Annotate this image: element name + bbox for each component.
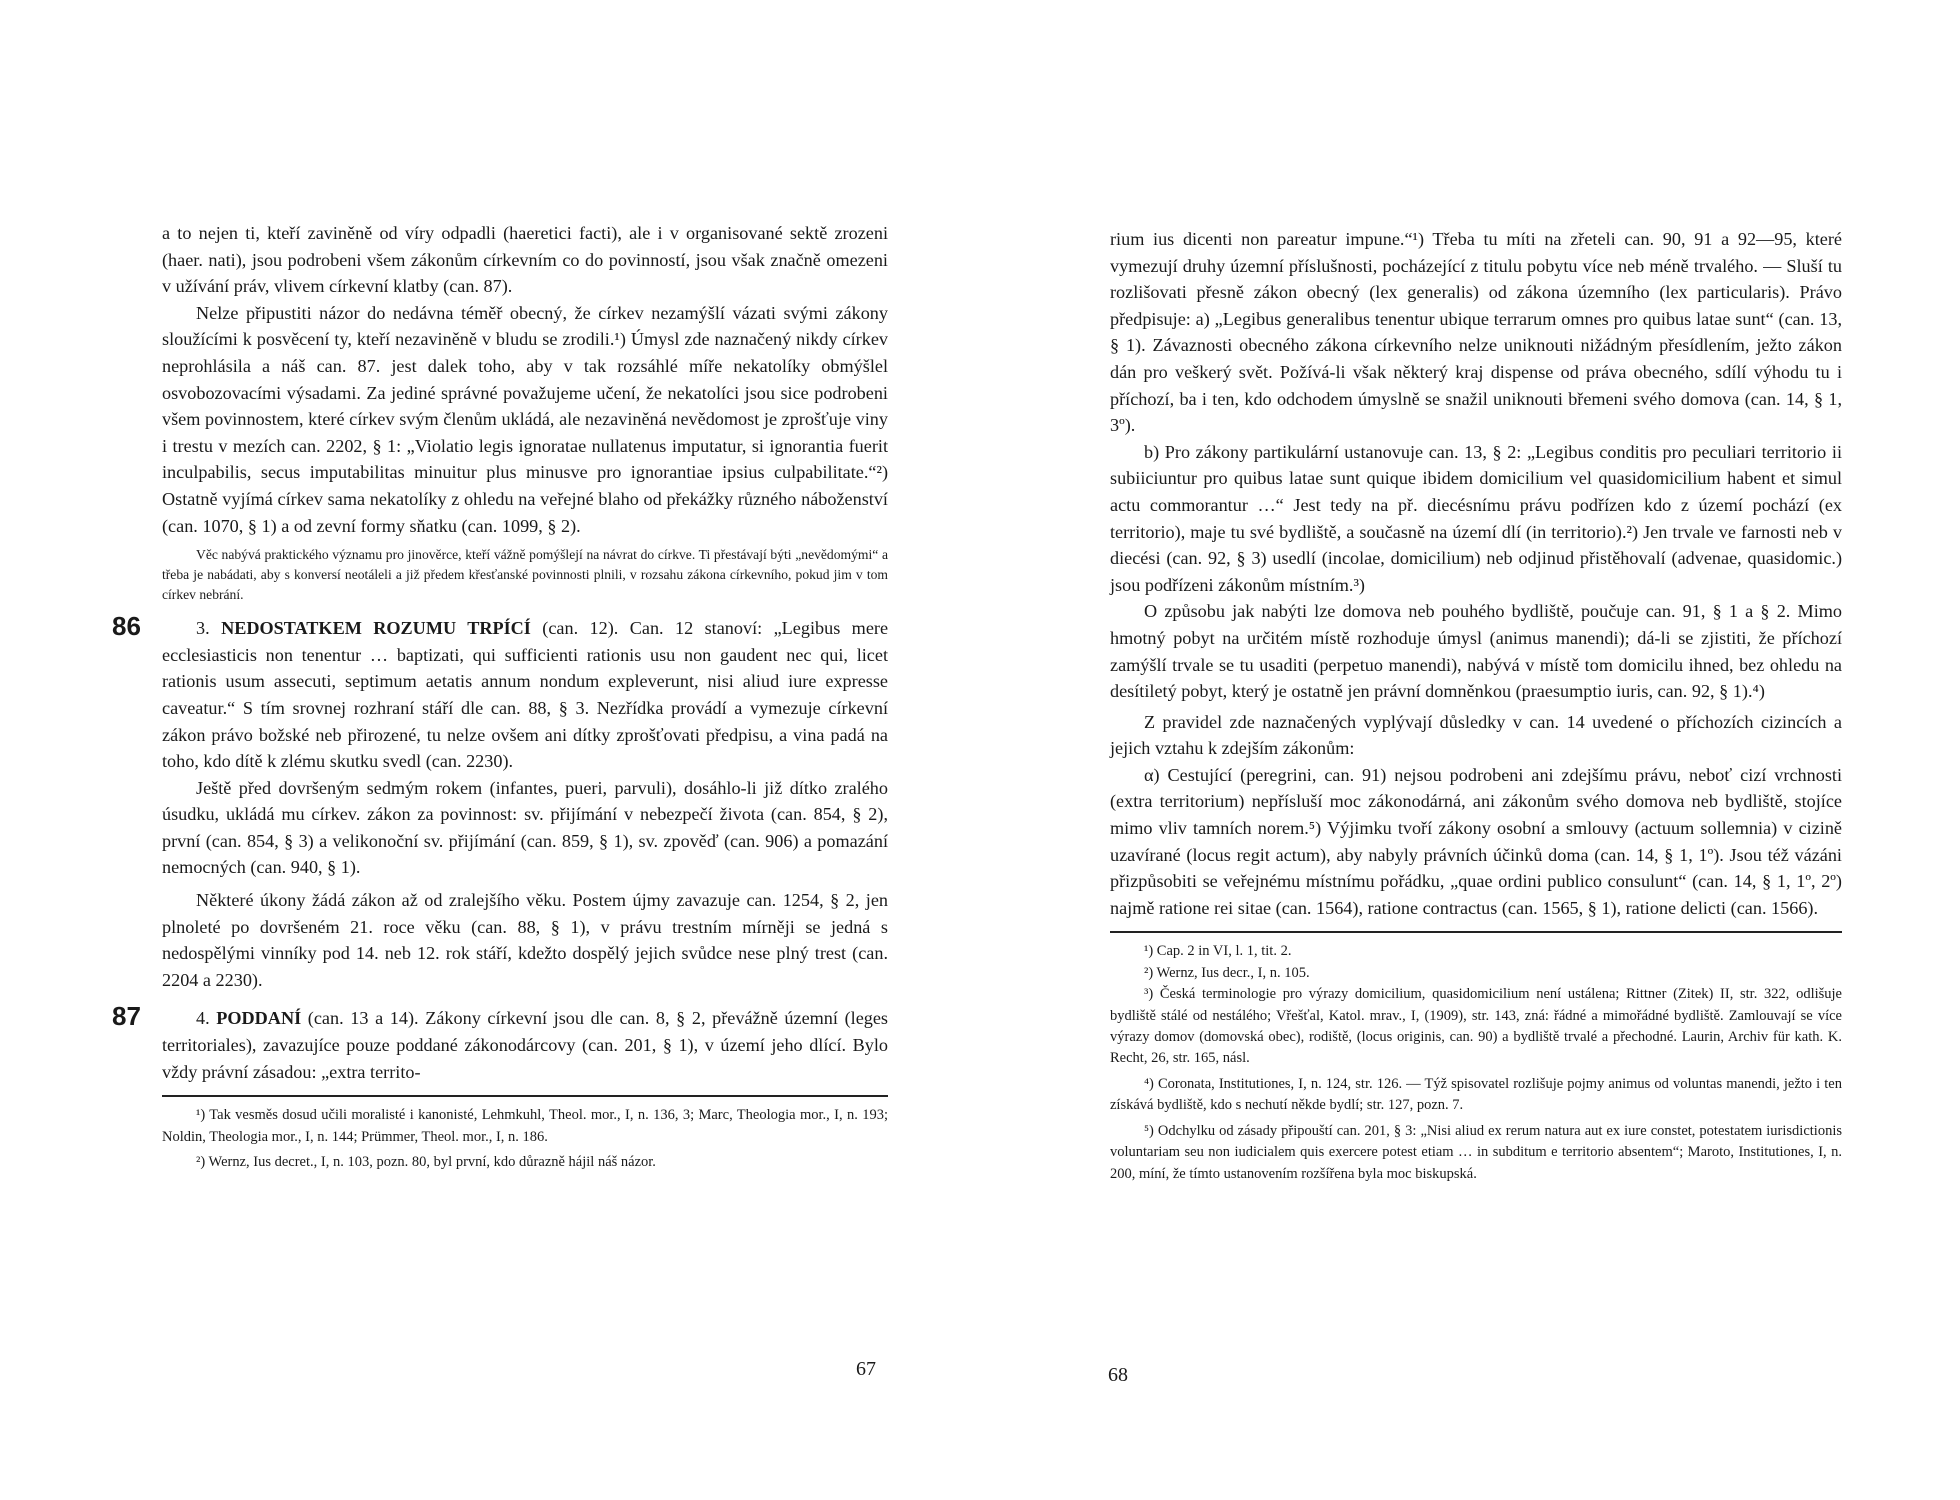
footnote: ²) Wernz, Ius decret., I, n. 103, pozn. 80, byl první, kdo důrazně hájil náš názor.: [196, 1154, 656, 1171]
section-heading: PODDANÍ: [216, 1008, 302, 1029]
section-text: (can. 12). Can. 12 stanoví: „Legibus mere ecclesiasticis non tenentur … baptizati, qui sufficienti rationis usu non gaudent nec qui, licet rationis usum assecuti, septimum aetatis annum nondum expleverunt, nisi aliud iure expresse caveatur.“ S tím srovnej rozhraní stáří dle can. 88, § 3. Nezřídka provádí a vymezuje církevní zákon právo božské neb přirozené, tu nelze ovšem ani dítky zprošťovati předpisu, a vina padá na toho, kdo dítě k zlému skutku svedl (can. 2230).: [162, 618, 889, 772]
paragraph: rium ius dicenti non pareatur impune.“¹) Třeba tu míti na zřeteli can. 90, 91 a 92—95, které vymezují druhy územní příslušnosti, pocházející z titulu pobytu více neb méně trvalého. — Sluší tu rozlišovati přesně zákon obecný (lex generalis) od zákona územního (lex particularis). Právo předpisuje: a) „Legibus generalibus tenentur ubique terrarum omnes pro quibus latae sunt“ (can. 13, § 1). Závaznosti obecného zákona církevního nelze uniknouti nižádným přesídlením, ježto zákon dán pro veškerý svět. Požívá-li však některý kraj dispense od práva obecného, sdílí výhodu tu i příchozí, ba i ten, kdo odchodem úmyslně se snažil uniknouti břemeni svého domova (can. 14, § 1, 3º).: [1110, 229, 1842, 436]
footnote: ⁵) Odchylku od zásady připouští can. 201, § 3: „Nisi aliud ex rerum natura aut ex iure constet, potestatem iurisdictionis voluntariam seu non iudicialem quis exercere potest etiam … in subditum e territorio absentem“; Maroto, Institutiones, I, n. 200, míní, že tímto ustanovením rozšířena byla moc biskupská.: [1110, 1122, 1842, 1182]
paragraph: Z pravidel zde naznačených vyplývají důsledky v can. 14 uvedené o příchozích cizincích a jejich vztahu k zdejším zákonům:: [1110, 711, 1842, 759]
section-heading: NEDOSTATKEM ROZUMU TRPÍCÍ: [221, 618, 531, 639]
paragraph: b) Pro zákony partikulární ustanovuje can. 13, § 2: „Legibus conditis pro peculiari territorio ii subiiciuntur pro quibus latae sunt quique ibidem domicilium vel quasidomicilium habent et simul actu commorantur …“ Jest tedy na př. diecésnímu právu podřízen kdo z území pochází (ex territorio), maje tu své bydliště, a současně na území dlí (in territorio).²) Jen trvale ve farnosti neb v diecési (can. 92, § 3) usedlí (incolae, domicilium) neb odjinud přistěhovalí (advenae, quasidomic.) jsou podřízeni zákonům místním.³): [1110, 441, 1842, 595]
footnote: ⁴) Coronata, Institutiones, I, n. 124, str. 126. — Týž spisovatel rozlišuje pojmy animus od voluntas manendi, ježto i ten získává bydliště, kdo s nechutí někde bydlí; str. 127, pozn. 7.: [1110, 1075, 1842, 1114]
footnote: ³) Česká terminologie pro výrazy domicilium, quasidomicilium není ustálena; Rittner (Zitek) II, str. 322, odlišuje bydliště stálé od nestálého; Vřešťal, Katol. mrav., I, (1909), str. 143, zná: řádné a mimořádné bydliště. Zamlouvají se více výrazy domov (domovská obec), rodiště, (locus originis, can. 90) a bydliště trvalé a přechodné. Laurin, Archiv für kath. K. Recht, 26, str. 165, násl.: [1110, 986, 1842, 1067]
footnote-rule: [1110, 931, 1842, 933]
section-87: [112, 1001, 889, 1085]
paragraph: O způsobu jak nabýti lze domova neb pouhého bydliště, poučuje can. 91, § 1 a § 2. Mimo hmotný pobyt na určitém místě rozhoduje úmysl (animus manendi); dá-li se zjistiti, že příchozí zamýšlí trvale se tu usaditi (perpetuo manendi), nabývá v místě tom domicilu ihned, bez ohledu na desítiletý pobyt, který je ostatně jen právní domněnkou (praesumptio iuris, can. 92, § 1).⁴): [1110, 601, 1842, 702]
footnote-rule: [162, 1095, 888, 1097]
page-number: 68: [1108, 1364, 1128, 1386]
paragraph: a to nejen ti, kteří zaviněně od víry odpadli (haeretici facti), ale i v organisované sektě zrozeni (haer. nati), jsou podrobeni všem zákonům církevním co do povinností, jsou však značně omezeni v užívání práv, vlivem církevní klatby (can. 87).: [162, 223, 888, 297]
footnote: ¹) Cap. 2 in VI, l. 1, tit. 2.: [1144, 943, 1292, 960]
footnote: ¹) Tak vesměs dosud učili moralisté i kanonisté, Lehmkuhl, Theol. mor., I, n. 136, 3; Marc, Theologia mor., I, n. 193; Noldin, Theologia mor., I, n. 144; Prümmer, Theol. mor., I, n. 186.: [162, 1107, 888, 1145]
paragraph: Ještě před dovršeným sedmým rokem (infantes, pueri, parvuli), dosáhlo-li již dítko zralého úsudku, ukládá mu církev. zákon za povinnost: sv. přijímání v nebezpečí života (can. 854, § 2), první (can. 854, § 3) a velikonoční sv. přijímání (can. 859, § 1), sv. zpověď (can. 906) a pomazání nemocných (can. 940, § 1).: [162, 777, 888, 878]
section-number: 4.: [196, 1008, 210, 1029]
left-text-column: [112, 220, 889, 1173]
right-page: [980, 0, 1960, 1500]
right-text-column: [1110, 226, 1842, 1185]
paragraph: α) Cestující (peregrini, can. 91) nejsou podrobeni ani zdejšímu právu, neboť cizí vrchnosti (extra territorium) nepřísluší moc zákonodárná, ani zákonům svého domova neb bydliště, stojíce mimo vliv tamních norem.⁵) Výjimku tvoří zákony osobní a smlouvy (actuum sollemnia) v cizině uzavírané (locus regit actum), aby nabyly právních účinků doma (can. 14, § 1, 1º). Jsou též vázáni přizpůsobiti se veřejnému místnímu pořádku, „quae ordini publico consulunt“ (can. 14, § 1, 1º, 2º) najmě ratione rei sitae (can. 1564), ratione contractus (can. 1565, § 1), ratione delicti (can. 1566).: [1110, 764, 1842, 918]
section-paragraph: [162, 1005, 888, 1085]
paragraph: Některé úkony žádá zákon až od zralejšího věku. Postem újmy zavazuje can. 1254, § 2, jen plnoleté po dovršeném 21. roce věku (can. 88, § 1), v právu trestním mírněji se jedná s nedospělými vinníky pod 14. neb 12. rok stáří, kdežto dospělý jejich svůdce nese plný trest (can. 2204 a 2230).: [162, 890, 888, 990]
margin-number: 86: [112, 611, 141, 642]
section-86: [112, 611, 889, 993]
footnote: ²) Wernz, Ius decr., I, n. 105.: [1144, 964, 1310, 981]
section-number: 3.: [196, 618, 210, 639]
page-number: 67: [856, 1358, 876, 1380]
margin-number: 87: [112, 1001, 141, 1032]
paragraph: Nelze připustiti názor do nedávna téměř obecný, že církev nezamýšlí vázati svými zákony sloužícími k posvěcení ty, kteří nezaviněně v bludu se zrodili.¹) Úmysl zde naznačený nikdy církev neprohlásila a náš can. 87. jest dalek toho, aby v tak rozsáhlé míře nekatolíky obmýšlel osvobozovacími výsadami. Za jediné správné považujeme učení, že nekatolíci jsou sice podrobeni všem povinnostem, které církev svým členům ukládá, ale nezaviněná nevědomost je zprošťuje viny i trestu v mezích can. 2202, § 1: „Violatio legis ignoratae nullatenus imputatur, si ignorantia fuerit inculpabilis, secus imputabilitas minuitur plus minusve pro ignorantiae ipsius culpabilitate.“²) Ostatně vyjímá církev sama nekatolíky z ohledu na veřejné blaho od překážky různého náboženství (can. 1070, § 1) a od zevní formy sňatku (can. 1099, § 2).: [162, 302, 888, 536]
small-print-note: Věc nabývá praktického významu pro jinověrce, kteří vážně pomýšlejí na návrat do církve. Ti přestávají býti „nevědomými“ a třeba je nabádati, aby s konversí neotáleli a již předem křesťanské povinnosti plnili, v rozsahu zákona církevního, pokud jim v tom církev nebrání.: [162, 547, 888, 603]
section-paragraph: [162, 615, 888, 775]
section-text: (can. 13 a 14). Zákony církevní jsou dle can. 8, § 2, převážně územní (leges territoriales), zavazujíce pouze poddané zákonodárcovy (can. 201, § 1), v území jeho dlící. Bylo vždy právní zásadou: „extra territo-: [162, 1008, 889, 1082]
